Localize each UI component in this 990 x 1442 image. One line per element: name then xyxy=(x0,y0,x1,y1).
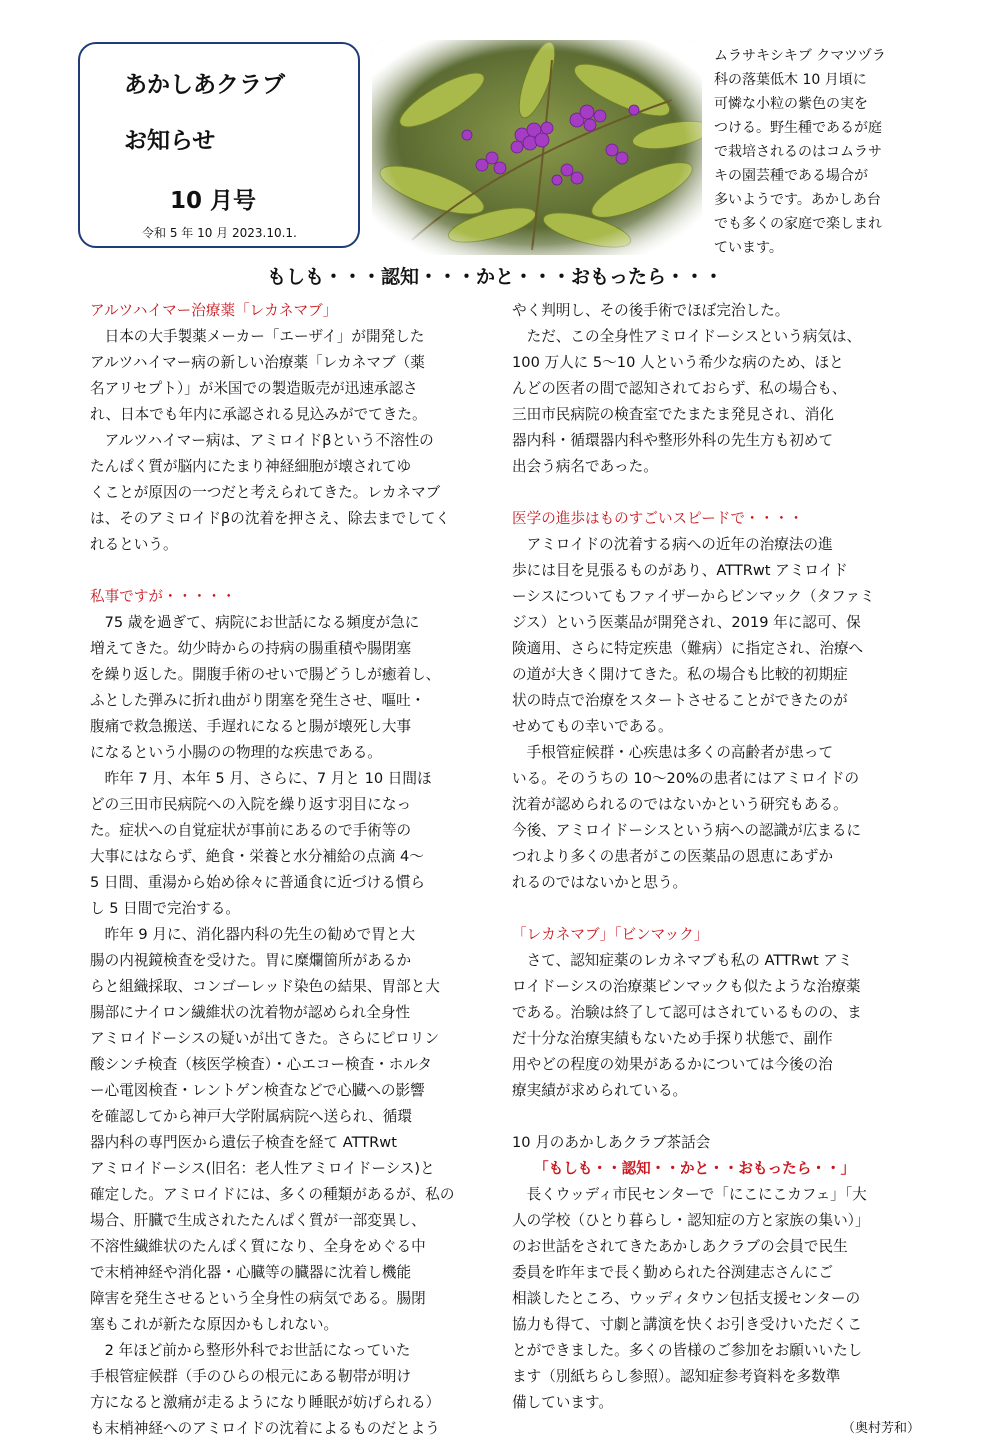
title-box xyxy=(78,42,360,248)
body-line: 腹痛で救急搬送、手遅れになると腸が壊死し大事 xyxy=(90,718,412,735)
body-line: 療実績が求められている。 xyxy=(512,1082,688,1099)
body-line: 人の学校（ひとり暮らし・認知症の方と家族の集い）」 xyxy=(512,1212,870,1229)
body-line: 出会う病名であった。 xyxy=(512,458,658,475)
body-line: 器内科の専門医から遺伝子検査を経て ATTRwt xyxy=(90,1134,397,1151)
body-line: 三田市民病院の検査室でたまたま発見され、消化 xyxy=(512,406,834,423)
right-column xyxy=(512,298,920,1442)
body-line: 長くウッディ市民センターで「にこにこカフェ」「大 xyxy=(512,1186,867,1203)
body-line: 名アリセプト）」が米国での製造販売が迅速承認さ xyxy=(90,380,418,397)
body-line: は、そのアミロイドβの沈着を押さえ、除去までしてく xyxy=(90,510,451,527)
body-line: 沈着が認められるのではないかという研究もある。 xyxy=(512,796,848,813)
caption-line: で栽培されるのはコムラサ xyxy=(714,144,882,160)
issue-date: 令和 5 年 10 月 2023.10.1. xyxy=(142,226,297,240)
beautyberry-illustration xyxy=(372,40,702,255)
body-line: 備しています。 xyxy=(512,1394,613,1411)
caption-line: キの園芸種である場合が xyxy=(714,168,868,184)
body-line: 確定した。アミロイドには、多くの種類があるが、私の xyxy=(90,1186,455,1203)
body-line: 腸部にナイロン繊維状の沈着物が認められ全身性 xyxy=(90,1004,411,1021)
photo-caption xyxy=(714,44,914,260)
body-line: とができました。多くの皆様のご参加をお願いいたし xyxy=(512,1342,863,1359)
body-line: れるという。 xyxy=(90,536,178,553)
body-line: で末梢神経や消化器・心臓等の臓器に沈着し機能 xyxy=(90,1264,412,1281)
body-line: も末梢神経へのアミロイドの沈着によるものだとよう xyxy=(90,1420,440,1437)
event-title: 「もしも・・認知・・かと・・おもったら・・」 xyxy=(534,1160,856,1177)
caption-line: ムラサキシキブ クマツヅラ xyxy=(714,48,886,64)
body-line: 協力も得て、寸劇と講演を快くお引き受けいただくこ xyxy=(512,1316,862,1333)
body-line: 相談したところ、ウッディタウン包括支援センターの xyxy=(512,1290,861,1307)
beautyberry-photo xyxy=(372,40,702,255)
body-line: ー心電図検査・レントゲン検査などで心臓への影響 xyxy=(90,1082,425,1099)
body-line: ジス）という医薬品が開発され、2019 年に認可、保 xyxy=(512,614,861,631)
caption-line: でも多くの家庭で楽しまれ xyxy=(714,216,882,232)
body-line: 2 年ほど前から整形外科でお世話になっていた xyxy=(90,1342,411,1359)
body-line: ます（別紙ちらし参照）。認知症参考資料を多数準 xyxy=(512,1368,841,1385)
body-line: 今後、アミロイドーシスという病への認識が広まるに xyxy=(512,822,862,839)
body-line: 方になると激痛が走るようになり睡眠が妨げられる） xyxy=(90,1394,441,1411)
body-line: らと組織採取、コンゴーレッド染色の結果、胃部と大 xyxy=(90,978,440,995)
body-line: 用やどの程度の効果があるかについては今後の治 xyxy=(512,1056,833,1073)
body-line: 塞もこれが新たな原因かもしれない。 xyxy=(90,1316,339,1333)
body-line: た。症状への自覚症状が事前にあるので手術等の xyxy=(90,822,412,839)
spacer xyxy=(90,558,498,584)
caption-line: 可憐な小粒の紫色の実を xyxy=(714,96,868,112)
body-line: ーシスについてもファイザーからビンマック（タファミ xyxy=(512,588,875,605)
section-heading: 「レカネマブ」「ビンマック」 xyxy=(512,926,709,943)
body-line: 昨年 9 月に、消化器内科の先生の勧めで胃と大 xyxy=(90,926,416,943)
body-line: たんぱく質が脳内にたまり神経細胞が壊されてゆ xyxy=(90,458,412,475)
body-line: どの三田市民病院への入院を繰り返す羽目になっ xyxy=(90,796,412,813)
body-line: くことが原因の一つだと考えられてきた。レカネマブ xyxy=(90,484,441,501)
body-line: いる。そのうちの 10～20%の患者にはアミロイドの xyxy=(512,770,860,787)
body-line: 大事にはならず、絶食・栄養と水分補給の点滴 4～ xyxy=(90,848,424,865)
body-line: せめてもの幸いである。 xyxy=(512,718,673,735)
main-headline: もしも・・・認知・・・かと・・・おもったら・・・ xyxy=(266,266,723,288)
body-line: 100 万人に 5～10 人という希少な病のため、ほと xyxy=(512,354,844,371)
club-name: あかしあクラブ xyxy=(124,72,285,98)
caption-line: つける。野生種であるが庭 xyxy=(714,120,882,136)
section-heading: 医学の進歩はものすごいスピードで・・・・ xyxy=(512,510,804,527)
spacer xyxy=(512,480,920,506)
body-line: 手根管症候群（手のひらの根元にある靭帯が明け xyxy=(90,1368,412,1385)
body-line: を繰り返した。開腹手術のせいで腸どうしが癒着し、 xyxy=(90,666,441,683)
left-column xyxy=(90,298,498,1442)
body-line: んどの医者の間で認知されておらず、私の場合も、 xyxy=(512,380,847,397)
body-line: つれより多くの患者がこの医薬品の恩恵にあずか xyxy=(512,848,834,865)
caption-line: ています。 xyxy=(714,240,783,256)
body-line: 場合、肝臓で生成されたたんぱく質が一部変異し、 xyxy=(90,1212,426,1229)
section-heading: 私事ですが・・・・・ xyxy=(90,588,236,605)
body-line: 腸の内視鏡検査を受けた。胃に糜爛箇所があるか xyxy=(90,952,412,969)
body-line: 酸シンチ検査（核医学検査）・心エコー検査・ホルタ xyxy=(90,1056,433,1073)
body-line: 委員を昨年まで長く勤められた谷渕建志さんにご xyxy=(512,1264,834,1281)
spacer xyxy=(512,896,920,922)
body-line: やく判明し、その後手術でほぼ完治した。 xyxy=(512,302,790,319)
body-line: アルツハイマー病の新しい治療薬「レカネマブ（薬 xyxy=(90,354,425,371)
caption-line: 多いようです。あかしあ台 xyxy=(714,192,881,208)
body-line: のお世話をされてきたあかしあクラブの会員で民生 xyxy=(512,1238,848,1255)
body-line: 器内科・循環器内科や整形外科の先生方も初めて xyxy=(512,432,834,449)
body-line: 歩には目を見張るものがあり、ATTRwt アミロイド xyxy=(512,562,848,579)
notice-label: お知らせ xyxy=(124,128,216,154)
body-line: 昨年 7 月、本年 5 月、さらに、7 月と 10 日間ほ xyxy=(90,770,432,787)
body-line: 5 日間、重湯から始め徐々に普通食に近づける慣ら xyxy=(90,874,425,891)
body-line: れ、日本でも年内に承認される見込みがでてきた。 xyxy=(90,406,427,423)
body-line: 険適用、さらに特定疾患（難病）に指定され、治療へ xyxy=(512,640,864,657)
body-line: 手根管症候群・心疾患は多くの高齢者が患って xyxy=(512,744,834,761)
author-signature: （奥村芳和） xyxy=(841,1421,920,1436)
body-line: れるのではないかと思う。 xyxy=(512,874,688,891)
body-line: アミロイドーシス(旧名：老人性アミロイドーシス)と xyxy=(90,1160,435,1177)
body-line: になるという小腸のの物理的な疾患である。 xyxy=(90,744,382,761)
body-line: 状の時点で治療をスタートさせることができたのが xyxy=(512,692,848,709)
body-line: アルツハイマー病は、アミロイドβという不溶性の xyxy=(90,432,434,449)
body-line: アミロイドの沈着する病への近年の治療法の進 xyxy=(512,536,833,553)
body-line: 増えてきた。幼少時からの持病の腸重積や腸閉塞 xyxy=(90,640,412,657)
body-line: さて、認知症薬のレカネマブも私の ATTRwt アミ xyxy=(512,952,853,969)
body-line: ふとした弾みに折れ曲がり閉塞を発生させ、嘔吐・ xyxy=(90,692,426,709)
body-line: ただ、この全身性アミロイドーシスという病気は、 xyxy=(512,328,862,345)
section-heading: アルツハイマー治療薬「レカネマブ」 xyxy=(90,302,338,319)
body-line: し 5 日間で完治する。 xyxy=(90,900,240,917)
caption-line: 科の落葉低木 10 月頃に xyxy=(714,72,867,88)
body-line: ロイドーシスの治療薬ビンマックも似たような治療薬 xyxy=(512,978,861,995)
body-line: 日本の大手製薬メーカー「エーザイ」が開発した xyxy=(90,328,425,345)
section-heading: 10 月のあかしあクラブ茶話会 xyxy=(512,1134,711,1151)
body-line: である。治験は終了して認可はされているものの、ま xyxy=(512,1004,862,1021)
body-line: 75 歳を過ぎて、病院にお世話になる頻度が急に xyxy=(90,614,420,631)
body-line: アミロイドーシスの疑いが出てきた。さらにピロリン xyxy=(90,1030,440,1047)
issue-label: 10 月号 xyxy=(170,188,257,214)
body-line: 不溶性繊維状のたんぱく質になり、全身をめぐる中 xyxy=(90,1238,426,1255)
spacer xyxy=(512,1104,920,1130)
body-line: の道が大きく開けてきた。私の場合も比較的初期症 xyxy=(512,666,848,683)
body-line: だ十分な治療実績もないため手探り状態で、副作 xyxy=(512,1030,833,1047)
body-line: 障害を発生させるという全身性の病気である。腸閉 xyxy=(90,1290,426,1307)
body-line: を確認してから神戸大学附属病院へ送られ、循環 xyxy=(90,1108,412,1125)
